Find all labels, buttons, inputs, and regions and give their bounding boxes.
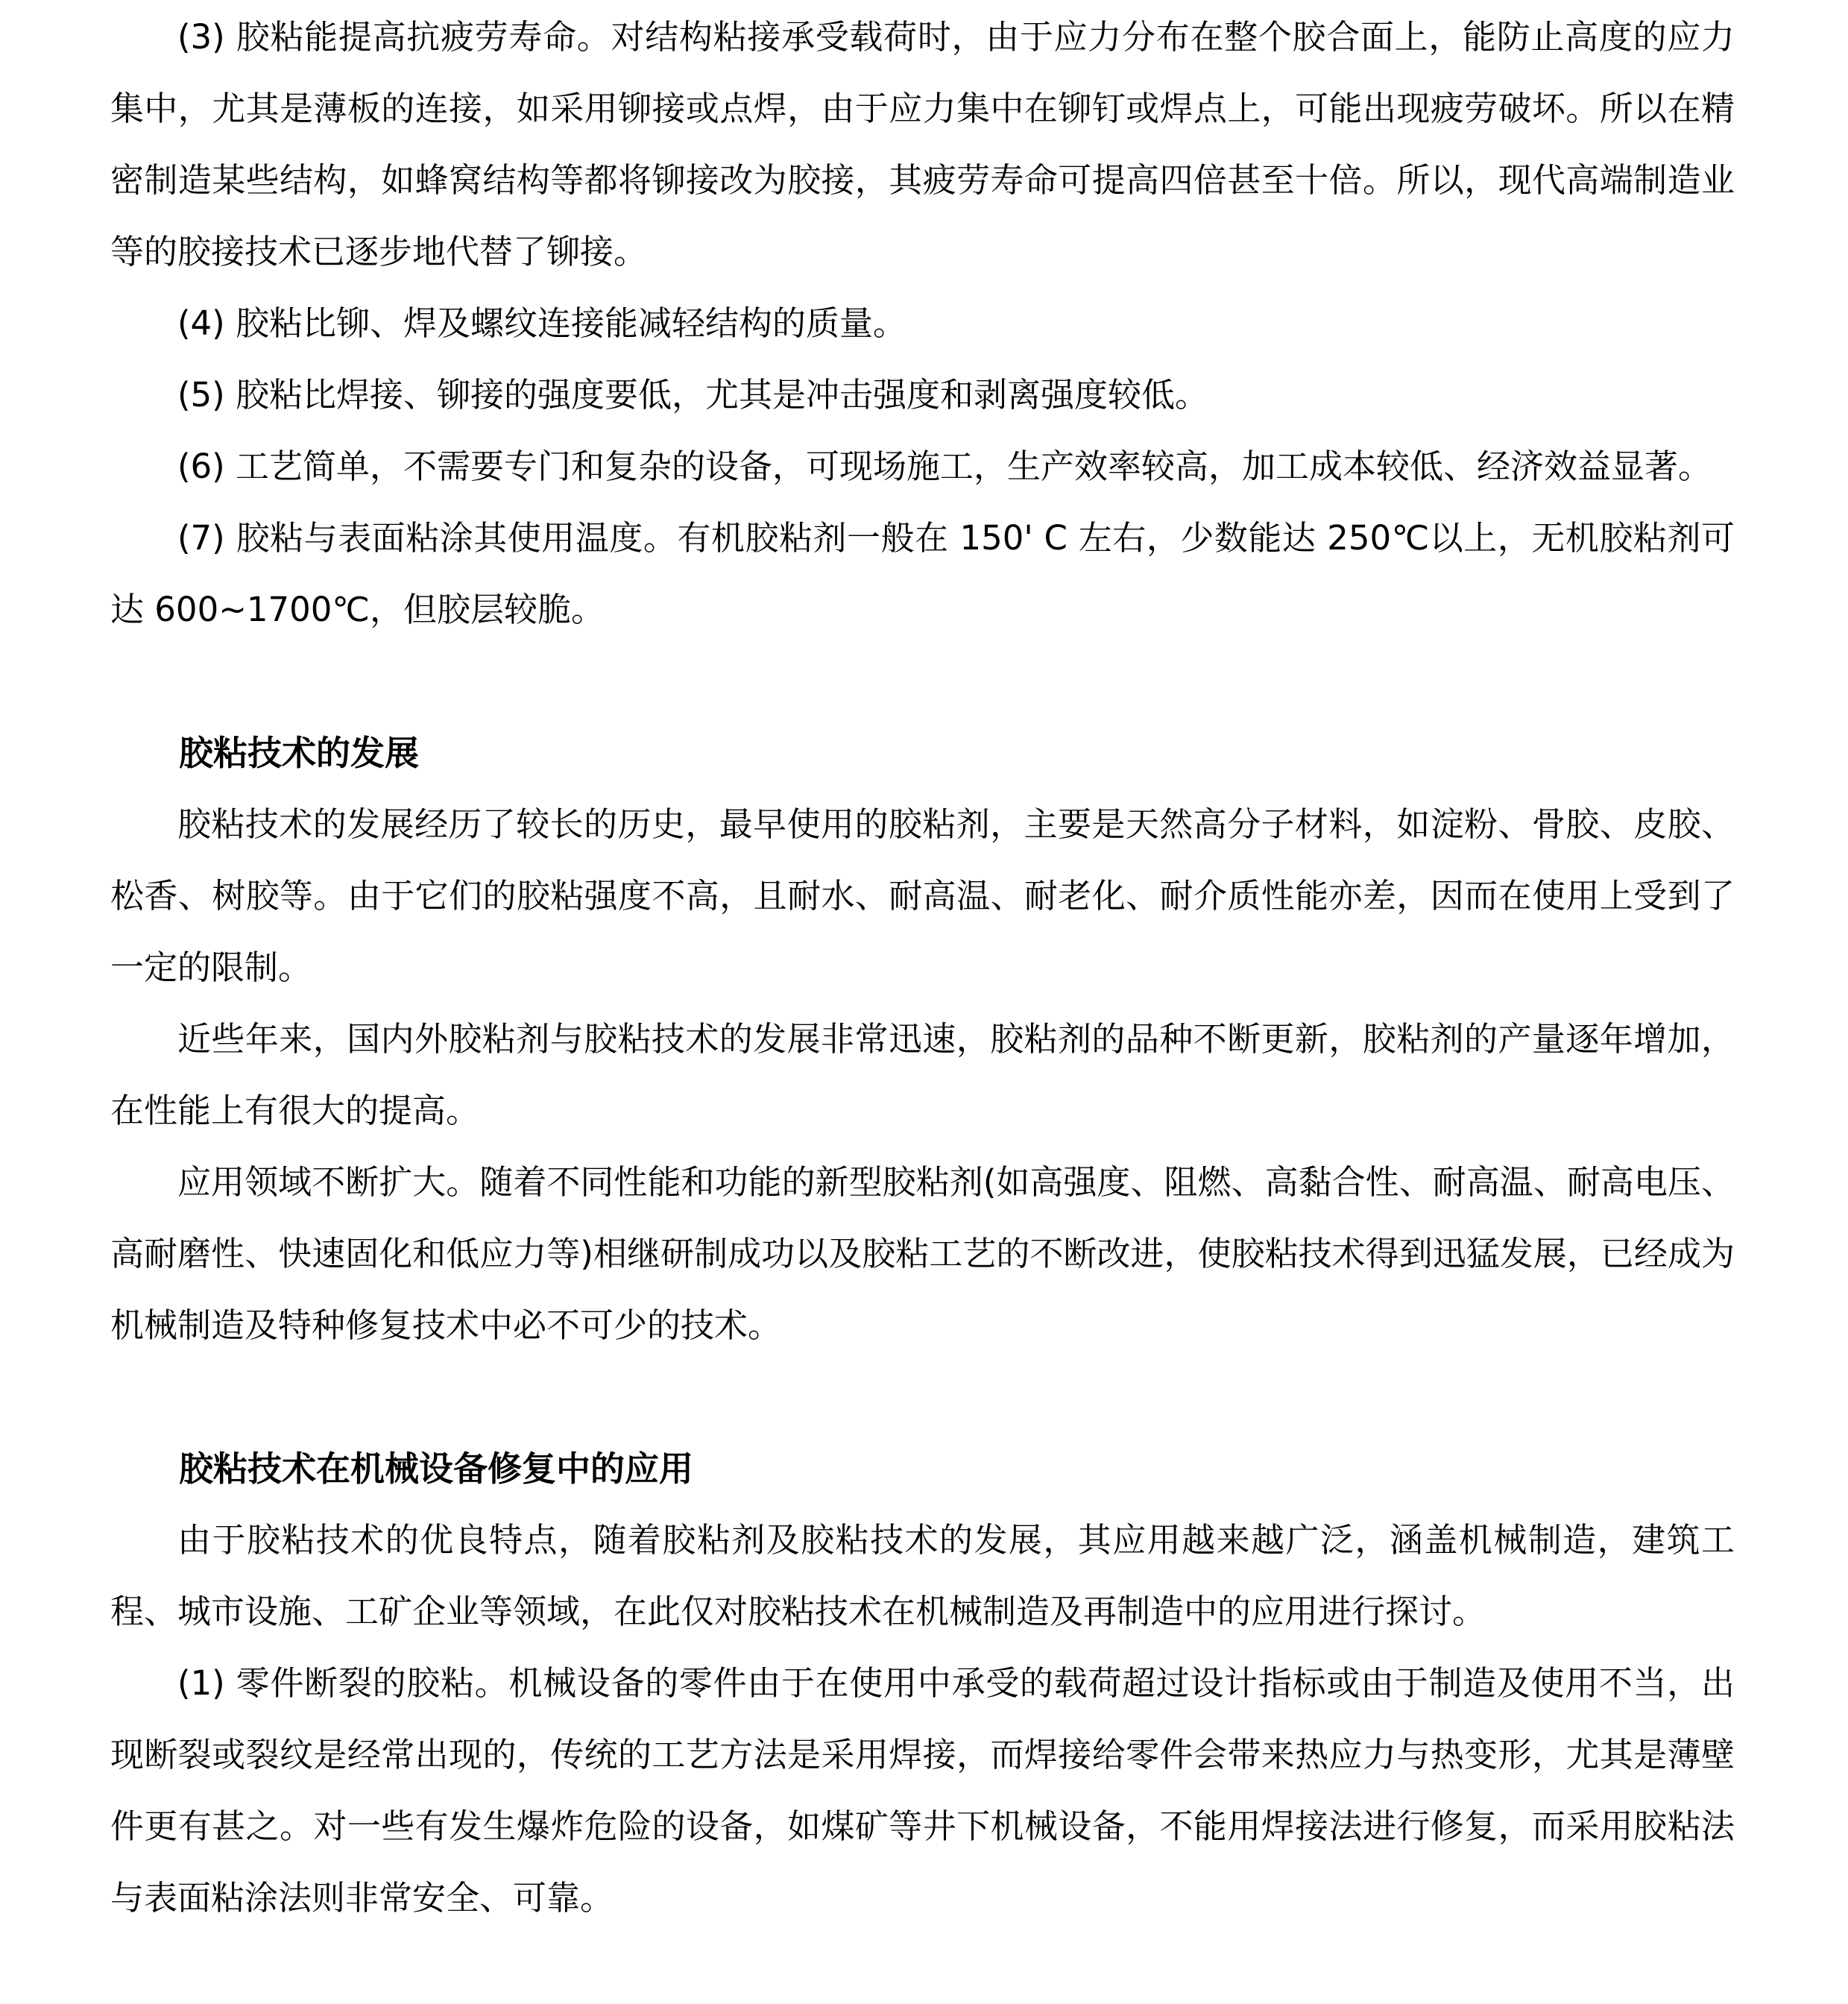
paragraph-point-1-part-fracture-bonding: (1) 零件断裂的胶粘。机械设备的零件由于在使用中承受的载荷超过设计指标或由于制造及使用不当，出现断裂或裂纹是经常出现的，传统的工艺方法是采用焊接，而焊接给零件会带来热应力与热变形，尤其是薄壁件更有甚之。对一些有发生爆炸危险的设备，如煤矿等井下机械设备，不能用焊接法进行修复，而采用胶粘法与表面粘涂法则非常安全、可靠。: [110, 1663, 1735, 1918]
paragraph-point-3-fatigue-life: (3) 胶粘能提高抗疲劳寿命。对结构粘接承受载荷时，由于应力分布在整个胶合面上，能防止高度的应力集中，尤其是薄板的连接，如采用铆接或点焊，由于应力集中在铆钉或焊点上，可能出现疲劳破坏。所以在精密制造某些结构，如蜂窝结构等都将铆接改为胶接，其疲劳寿命可提高四倍甚至十倍。所以，现代高端制造业等的胶接技术已逐步地代替了铆接。: [110, 17, 1735, 271]
paragraph-expanding-application-fields: 应用领域不断扩大。随着不同性能和功能的新型胶粘剂(如高强度、阻燃、高黏合性、耐高温、耐高电压、高耐磨性、快速固化和低应力等)相继研制成功以及胶粘工艺的不断改进，使胶粘技术得到迅猛发展，已经成为机械制造及特种修复技术中必不可少的技术。: [110, 1162, 1735, 1345]
paragraph-point-5-lower-strength: (5) 胶粘比焊接、铆接的强度要低，尤其是冲击强度和剥离强度较低。: [177, 375, 1209, 415]
paragraph-recent-years-growth: 近些年来，国内外胶粘剂与胶粘技术的发展非常迅速，胶粘剂的品种不断更新，胶粘剂的产量逐年增加，在性能上有很大的提高。: [110, 1019, 1735, 1130]
paragraph-application-overview: 由于胶粘技术的优良特点，随着胶粘剂及胶粘技术的发展，其应用越来越广泛，涵盖机械制造，建筑工程、城市设施、工矿企业等领域，在此仅对胶粘技术在机械制造及再制造中的应用进行探讨。: [110, 1520, 1735, 1631]
paragraph-point-7-service-temperature: (7) 胶粘与表面粘涂其使用温度。有机胶粘剂一般在 150' C 左右，少数能达 250℃以上，无机胶粘剂可达 600~1700℃，但胶层较脆。: [110, 518, 1735, 629]
paragraph-point-4-weight-reduction: (4) 胶粘比铆、焊及螺纹连接能减轻结构的质量。: [177, 303, 907, 343]
paragraph-development-history: 胶粘技术的发展经历了较长的历史，最早使用的胶粘剂，主要是天然高分子材料，如淀粉、骨胶、皮胶、松香、树胶等。由于它们的胶粘强度不高，且耐水、耐高温、耐老化、耐介质性能亦差，因而在使用上受到了一定的限制。: [110, 804, 1735, 987]
heading-application-in-machinery-repair: 胶粘技术在机械设备修复中的应用: [179, 1449, 693, 1489]
paragraph-point-6-simple-process: (6) 工艺简单，不需要专门和复杂的设备，可现场施工，生产效率较高，加工成本较低、经济效益显著。: [177, 447, 1712, 486]
heading-adhesive-technology-development: 胶粘技术的发展: [179, 733, 419, 773]
